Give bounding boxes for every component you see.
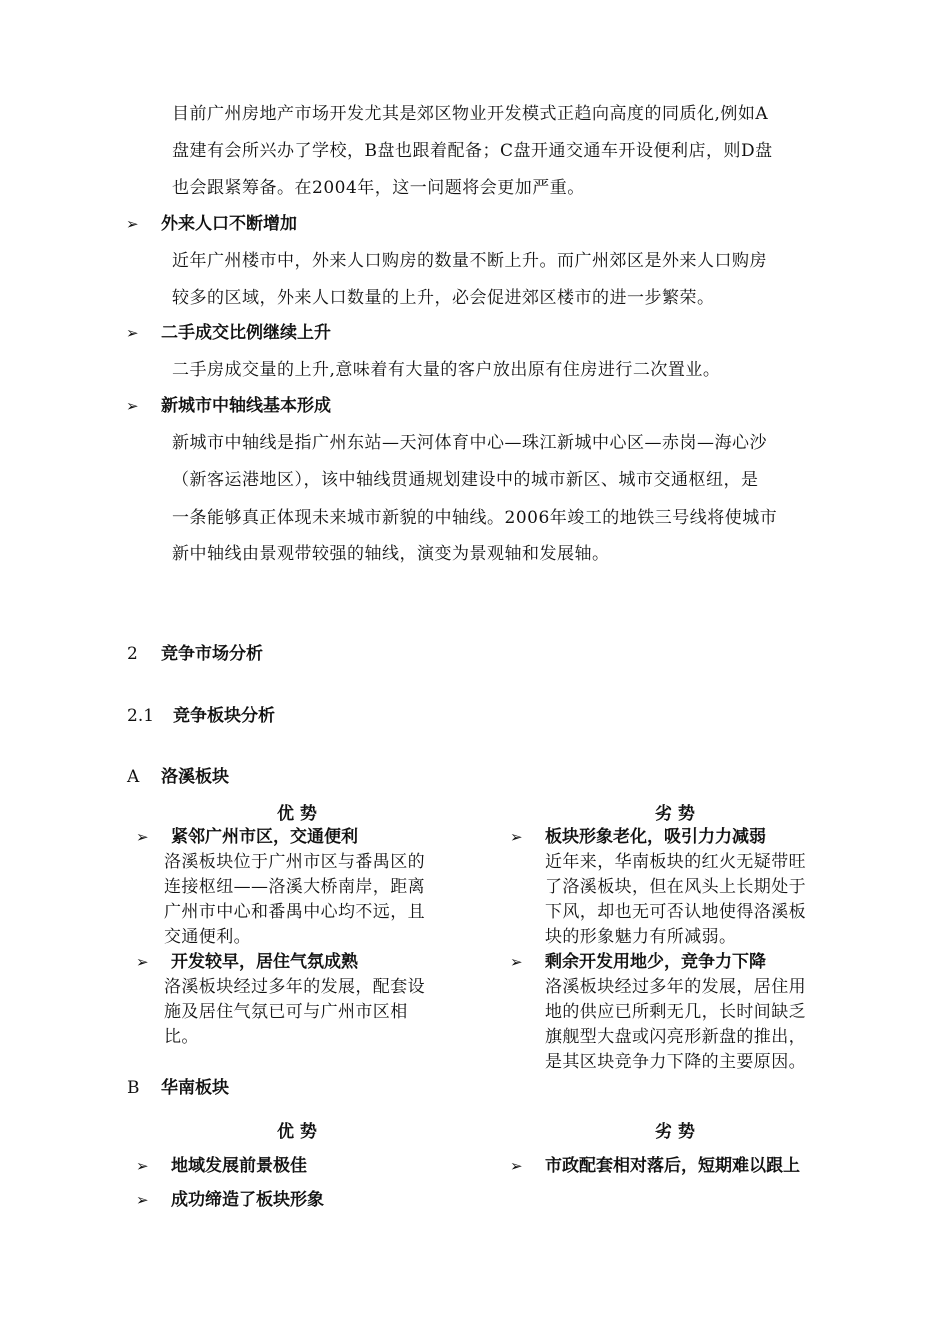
weakness-body-line: 旗舰型大盘或闪亮形新盘的推出， bbox=[545, 1027, 806, 1047]
strength-body-line: 施及居住气氛已可与广州市区相 bbox=[164, 1002, 408, 1022]
strength-body-line: 广州市中心和番禺中心均不远，且 bbox=[164, 902, 425, 922]
bullet-body-line: （新客运港地区），该中轴线贯通规划建设中的城市新区、城市交通枢纽，是 bbox=[172, 470, 759, 490]
strength-body-line: 交通便利。 bbox=[164, 927, 251, 947]
weakness-body-line: 洛溪板块经过多年的发展，居住用 bbox=[545, 977, 806, 997]
arrowhead-bullet-icon: ➢ bbox=[510, 953, 523, 971]
arrowhead-bullet-icon: ➢ bbox=[136, 1191, 149, 1209]
strength-body-line: 洛溪板块位于广州市区与番禺区的 bbox=[164, 852, 425, 872]
block-title: 华南板块 bbox=[161, 1078, 229, 1098]
weakness-heading: 剩余开发用地少，竞争力下降 bbox=[545, 952, 766, 972]
bullet-body-line: 近年广州楼市中，外来人口购房的数量不断上升。而广州郊区是外来人口购房 bbox=[172, 251, 767, 271]
weakness-heading: 板块形象老化，吸引力力减弱 bbox=[545, 827, 766, 847]
bullet-body-line: 新城市中轴线是指广州东站—天河体育中心—珠江新城中心区—赤岗—海心沙 bbox=[172, 433, 767, 453]
strength-body-line: 比。 bbox=[164, 1027, 199, 1047]
weakness-body-line: 近年来，华南板块的红火无疑带旺 bbox=[545, 852, 806, 872]
arrowhead-bullet-icon: ➢ bbox=[126, 324, 139, 342]
intro-line: 盘建有会所兴办了学校，B盘也跟着配备；C盘开通交通车开设便利店，则D盘 bbox=[172, 141, 773, 161]
strength-heading: 成功缔造了板块形象 bbox=[171, 1190, 324, 1210]
subsection-number: 2.1 bbox=[127, 706, 155, 726]
bullet-body-line: 较多的区域，外来人口数量的上升，必会促进郊区楼市的进一步繁荣。 bbox=[172, 288, 715, 308]
bullet-heading: 二手成交比例继续上升 bbox=[161, 323, 331, 343]
arrowhead-bullet-icon: ➢ bbox=[126, 397, 139, 415]
strength-heading: 地域发展前景极佳 bbox=[171, 1156, 307, 1176]
arrowhead-bullet-icon: ➢ bbox=[510, 828, 523, 846]
bullet-heading: 新城市中轴线基本形成 bbox=[161, 396, 331, 416]
arrowhead-bullet-icon: ➢ bbox=[126, 215, 139, 233]
arrowhead-bullet-icon: ➢ bbox=[510, 1157, 523, 1175]
strength-heading: 开发较早，居住气氛成熟 bbox=[171, 952, 358, 972]
weaknesses-header: 劣 势 bbox=[655, 1122, 695, 1142]
block-title: 洛溪板块 bbox=[161, 767, 229, 787]
section-title: 竞争市场分析 bbox=[161, 644, 263, 664]
weakness-heading: 市政配套相对落后，短期难以跟上 bbox=[545, 1156, 800, 1176]
subsection-title: 竞争板块分析 bbox=[173, 706, 275, 726]
arrowhead-bullet-icon: ➢ bbox=[136, 828, 149, 846]
weakness-body-line: 地的供应已所剩无几，长时间缺乏 bbox=[545, 1002, 806, 1022]
strengths-header: 优 势 bbox=[277, 1122, 317, 1142]
weakness-body-line: 了洛溪板块，但在风头上长期处于 bbox=[545, 877, 806, 897]
bullet-body-line: 二手房成交量的上升,意味着有大量的客户放出原有住房进行二次置业。 bbox=[172, 360, 721, 380]
weaknesses-header: 劣 势 bbox=[655, 804, 695, 824]
weakness-body-line: 是其区块竞争力下降的主要原因。 bbox=[545, 1052, 806, 1072]
strength-body-line: 洛溪板块经过多年的发展，配套设 bbox=[164, 977, 425, 997]
bullet-heading: 外来人口不断增加 bbox=[161, 214, 297, 234]
strengths-header: 优 势 bbox=[277, 804, 317, 824]
block-letter: A bbox=[127, 767, 140, 787]
intro-line: 目前广州房地产市场开发尤其是郊区物业开发模式正趋向高度的同质化,例如A bbox=[172, 104, 769, 124]
intro-line: 也会跟紧筹备。在2004年，这一问题将会更加严重。 bbox=[172, 178, 585, 198]
strength-body-line: 连接枢纽——洛溪大桥南岸，距离 bbox=[164, 877, 425, 897]
arrowhead-bullet-icon: ➢ bbox=[136, 953, 149, 971]
arrowhead-bullet-icon: ➢ bbox=[136, 1157, 149, 1175]
section-number: 2 bbox=[127, 644, 138, 664]
bullet-body-line: 一条能够真正体现未来城市新貌的中轴线。2006年竣工的地铁三号线将使城市 bbox=[172, 508, 778, 528]
block-letter: B bbox=[127, 1078, 140, 1098]
bullet-body-line: 新中轴线由景观带较强的轴线，演变为景观轴和发展轴。 bbox=[172, 544, 610, 564]
strength-heading: 紧邻广州市区，交通便利 bbox=[171, 827, 358, 847]
weakness-body-line: 下风，却也无可否认地使得洛溪板 bbox=[545, 902, 806, 922]
weakness-body-line: 块的形象魅力有所减弱。 bbox=[545, 927, 737, 947]
